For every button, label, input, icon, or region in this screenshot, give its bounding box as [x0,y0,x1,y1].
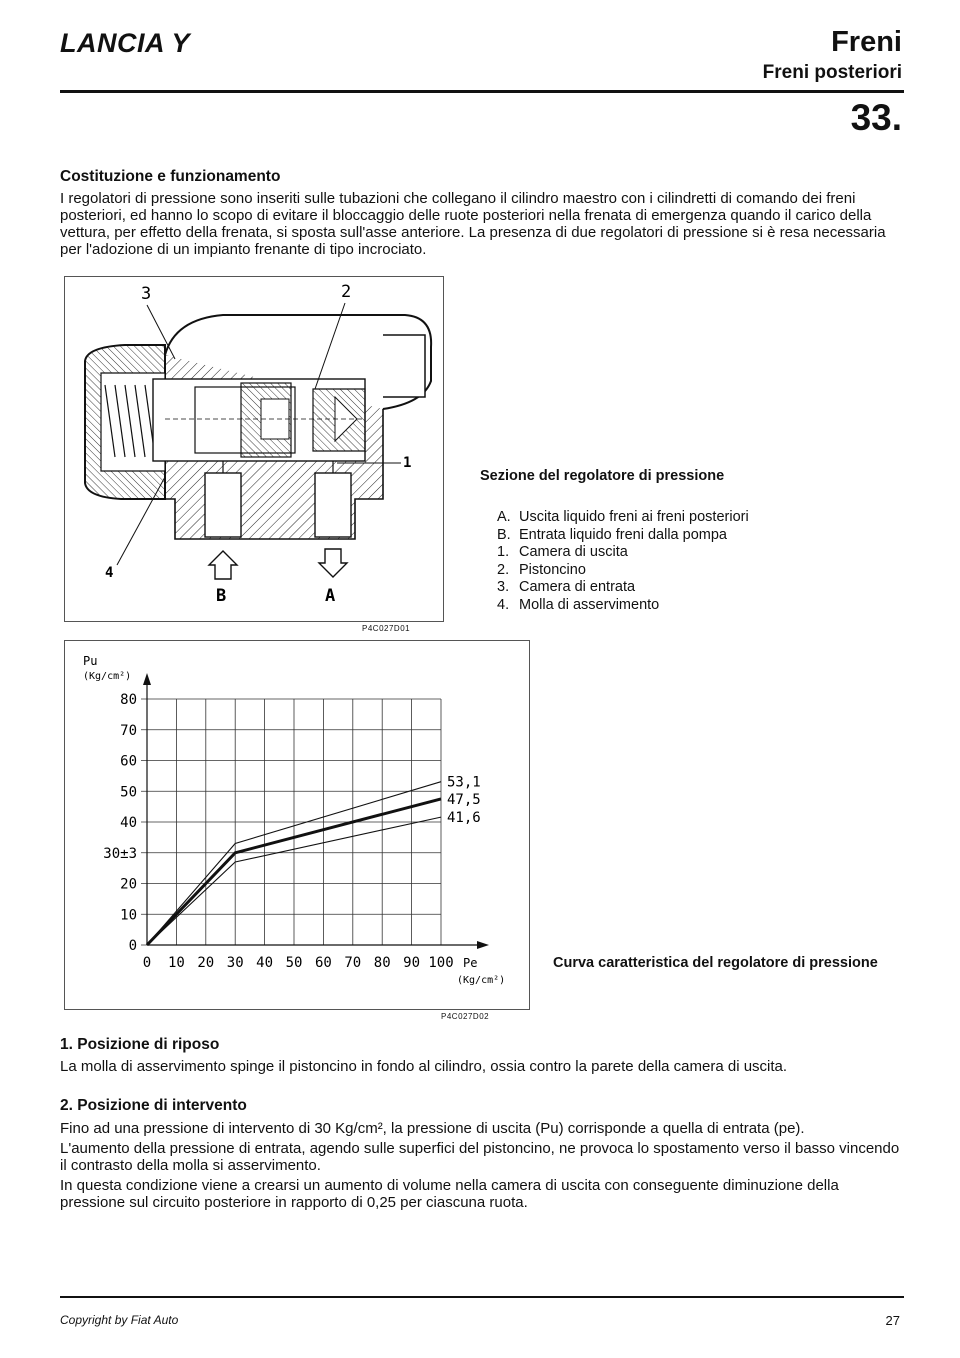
page-number: 27 [885,1313,900,1328]
section-number: 33. [850,97,902,138]
y-tick-label: 10 [120,907,137,924]
x-axis-arrow [477,941,489,949]
legend-item [497,579,749,597]
y-axis-label: Pu [83,654,98,668]
x-tick-label: 20 [197,955,215,971]
figure2-caption: Curva caratteristica del regolatore di pressione [553,955,878,971]
y-tick-label: 70 [120,722,137,739]
legend-key: B. [497,526,511,543]
legend-text: Pistoncino [519,561,586,578]
section2-body [60,1120,900,1211]
figure1-caption: Sezione del regolatore di pressione [480,468,725,484]
section2-paragraph-3: In questa condizione viene a crearsi un aumento di volume nella camera di uscita con conseguente diminuzione della pressione sul circuito posteriore in rapporto di 0,25 per ciascuna ruota. [60,1177,839,1211]
x-tick-label: 50 [285,955,303,971]
regulator-drawing [65,277,443,621]
x-tick-label: 100 [428,955,454,971]
x-axis-unit: (Kg/cm²) [457,975,506,986]
y-tick-label: 60 [120,753,137,770]
legend-text: Entrata liquido freni dalla pompa [519,526,727,543]
section1-heading: 1. Posizione di riposo [60,1036,220,1053]
legend-key: A. [497,509,511,525]
legend-key: 1. [497,544,510,560]
legend-item [497,562,749,580]
legend-text: Camera di entrata [519,579,636,595]
section2-paragraph-2: L'aumento della pressione di entrata, agendo sulle superfici del pistoncino, ne provoca lo spostamento verso il basso vincendo il contrasto della molla si asservimento. [60,1140,900,1174]
label-3: 3 [141,284,152,304]
y-tick-label: 30±3 [103,845,137,862]
y-tick-label: 80 [120,692,137,708]
y-axis-unit: (Kg/cm²) [83,671,132,682]
x-tick-label: 40 [256,955,274,971]
x-axis-label: Pe [463,956,478,970]
label-2: 2 [341,282,352,302]
y-tick-label: 50 [120,784,137,801]
legend-item [497,544,749,562]
figure-pressure-regulator-section [64,276,444,622]
legend-text: Molla di asservimento [519,596,660,613]
data-label: 53,1 [447,774,481,791]
header-rule [60,90,904,93]
chapter-subtitle: Freni posteriori [762,62,902,83]
section2-paragraph-1: Fino ad una pressione di intervento di 30 Kg/cm², la pressione di uscita (Pu) corrisponde a quella di entrata (pe). [60,1120,805,1137]
x-tick-label: 60 [314,955,332,971]
legend-item [497,527,749,545]
data-label: 41,6 [447,810,481,827]
y-axis-arrow [143,673,151,685]
legend-key: 3. [497,579,510,595]
figure-characteristic-curve [64,640,530,1010]
chapter-title: Freni [831,26,902,58]
label-a: A [325,586,336,606]
y-tick-label: 0 [128,938,137,954]
section1-paragraph: La molla di asservimento spinge il pistoncino in fondo al cilindro, ossia contro la parete della camera di uscita. [60,1058,788,1075]
intro-heading: Costituzione e funzionamento [60,168,281,185]
legend-text: Camera di uscita [519,544,628,560]
intro-paragraph: I regolatori di pressione sono inseriti sulle tubazioni che collegano il cilindro maestro con i cilindretti di comando dei freni posteriori, ed hanno lo scopo di evitare il bloccaggio delle ruote posteriori nella frenata di emergenza quando il carico della vettura, per effetto della frenata, si sposta sull'asse anteriore. La presenza di due regolatori di pressione si è resa necessaria per l'adozione di un impianto frenante di tipo incrociato. [60,190,886,258]
x-tick-label: 10 [167,955,185,971]
legend-key: 4. [497,596,510,613]
x-tick-label: 90 [403,955,421,971]
section2-heading: 2. Posizione di intervento [60,1097,247,1114]
y-tick-label: 20 [120,876,137,893]
figure2-code: P4C027D02 [441,1012,490,1021]
figure1-code: P4C027D01 [362,624,411,633]
footer-rule [60,1296,904,1298]
brand-title: LANCIA Y [60,28,191,58]
label-b: B [216,586,227,606]
characteristic-chart [65,641,529,1009]
label-4: 4 [105,565,114,581]
x-tick-label: 30 [226,955,244,971]
copyright: Copyright by Fiat Auto [60,1313,179,1327]
data-label: 47,5 [447,791,481,808]
legend-item [497,509,749,527]
x-tick-label: 0 [142,955,152,971]
y-tick-label: 40 [120,815,137,831]
intro-section [60,168,900,258]
legend-key: 2. [497,561,510,578]
label-1: 1 [403,455,412,471]
legend-text: Uscita liquido freni ai freni posteriori [519,509,749,525]
legend-item [497,597,749,615]
x-tick-label: 70 [344,955,362,971]
figure1-legend [497,509,749,614]
x-tick-label: 80 [373,955,391,971]
